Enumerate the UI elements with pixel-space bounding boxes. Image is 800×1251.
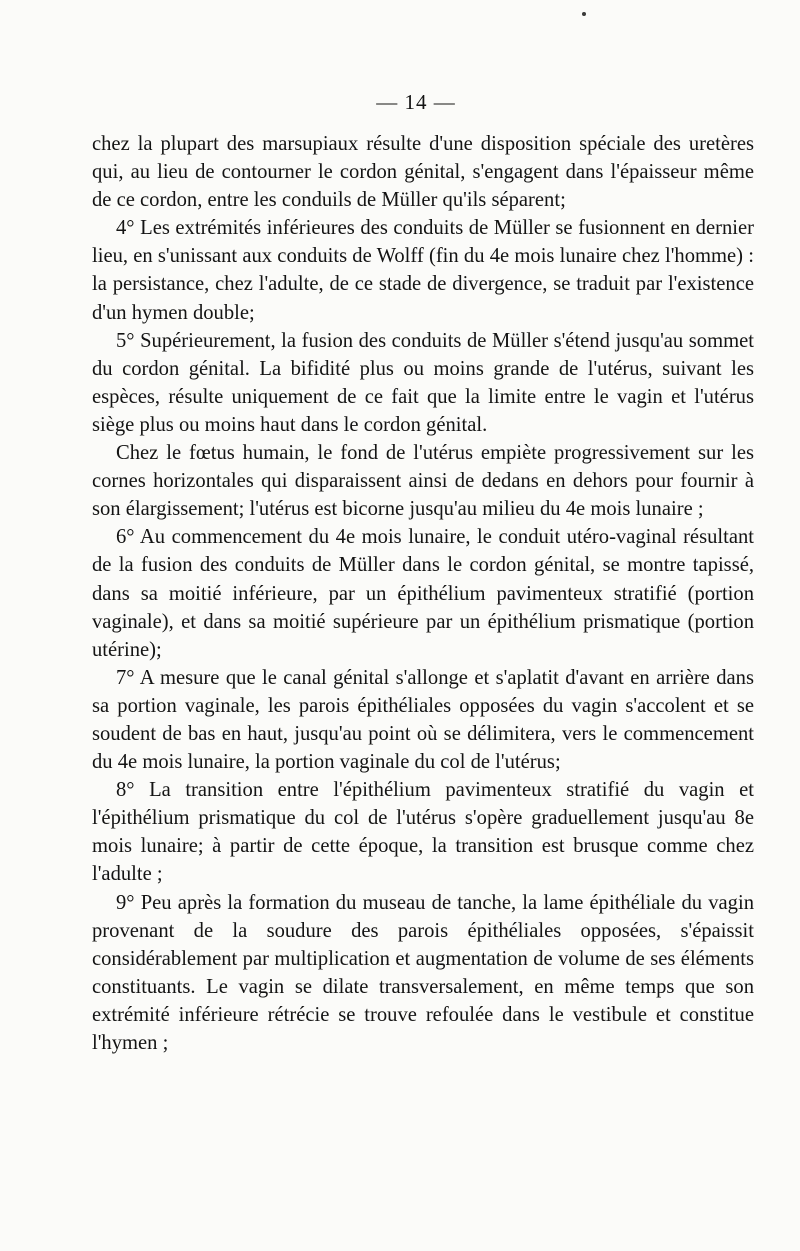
scan-speck (582, 12, 586, 16)
paragraph-point-4: 4° Les extrémités inférieures des conduits de Müller se fusionnent en dernier lieu, en s'unissant aux conduits de Wolff (fin du 4e mois lunaire chez l'homme) : la persistance, chez l'adulte, de ce stade de divergence, se traduit par l'existence d'un hymen double; (92, 217, 754, 324)
page-number: — 14 — (376, 90, 456, 114)
paragraph-point-5: 5° Supérieurement, la fusion des conduits de Müller s'étend jusqu'au sommet du cordon génital. La bifidité plus ou moins grande de l'utérus, suivant les espèces, résulte uniquement de ce fait que la limite entre le vagin et l'utérus siège plus ou moins haut dans le cordon génital. (92, 329, 754, 436)
paragraph-point-6: 6° Au commencement du 4e mois lunaire, le conduit utéro-vaginal résultant de la fusion des conduits de Müller dans le cordon génital, se montre tapissé, dans sa moitié inférieure, par un épithélium pavimenteux stratifié (portion vaginale), et dans sa moitié supérieure par un épithélium prismatique (portion utérine); (92, 526, 754, 661)
paragraph-human-fetus: Chez le fœtus humain, le fond de l'utérus empiète progressivement sur les cornes horizontales qui disparaissent ainsi de dedans en dehors pour fournir à son élargissement; l'utérus est bicorne jusqu'au milieu du 4e mois lunaire ; (92, 442, 754, 521)
paragraph-point-7: 7° A mesure que le canal génital s'allonge et s'aplatit d'avant en arrière dans sa portion vaginale, les parois épithéliales opposées du vagin s'accolent et se soudent de bas en haut, jusqu'au point où se délimitera, vers le commencement du 4e mois lunaire, la portion vaginale du col de l'utérus; (92, 666, 754, 774)
body-text (92, 130, 754, 1057)
paragraph-point-9: 9° Peu après la formation du museau de tanche, la lame épithéliale du vagin provenant de la soudure des parois épithéliales opposées, s'épaissit considérablement par multiplication et augmentation de volume de ses éléments constituants. Le vagin se dilate transversalement, en même temps que son extrémité inférieure rétrécie se trouve refoulée dans le vestibule et constitue l'hymen ; (92, 891, 754, 1054)
paragraph-point-8: 8° La transition entre l'épithélium pavimenteux stratifié du vagin et l'épithélium prismatique du col de l'utérus s'opère graduellement jusqu'au 8e mois lunaire; à partir de cette époque, la transition est brusque comme chez l'adulte ; (92, 779, 754, 886)
paragraph-continuation: chez la plupart des marsupiaux résulte d'une disposition spéciale des uretères qui, au lieu de contourner le cordon génital, s'engagent dans l'épaisseur même de ce cordon, entre les conduils de Müller qu'ils séparent; (92, 133, 754, 212)
